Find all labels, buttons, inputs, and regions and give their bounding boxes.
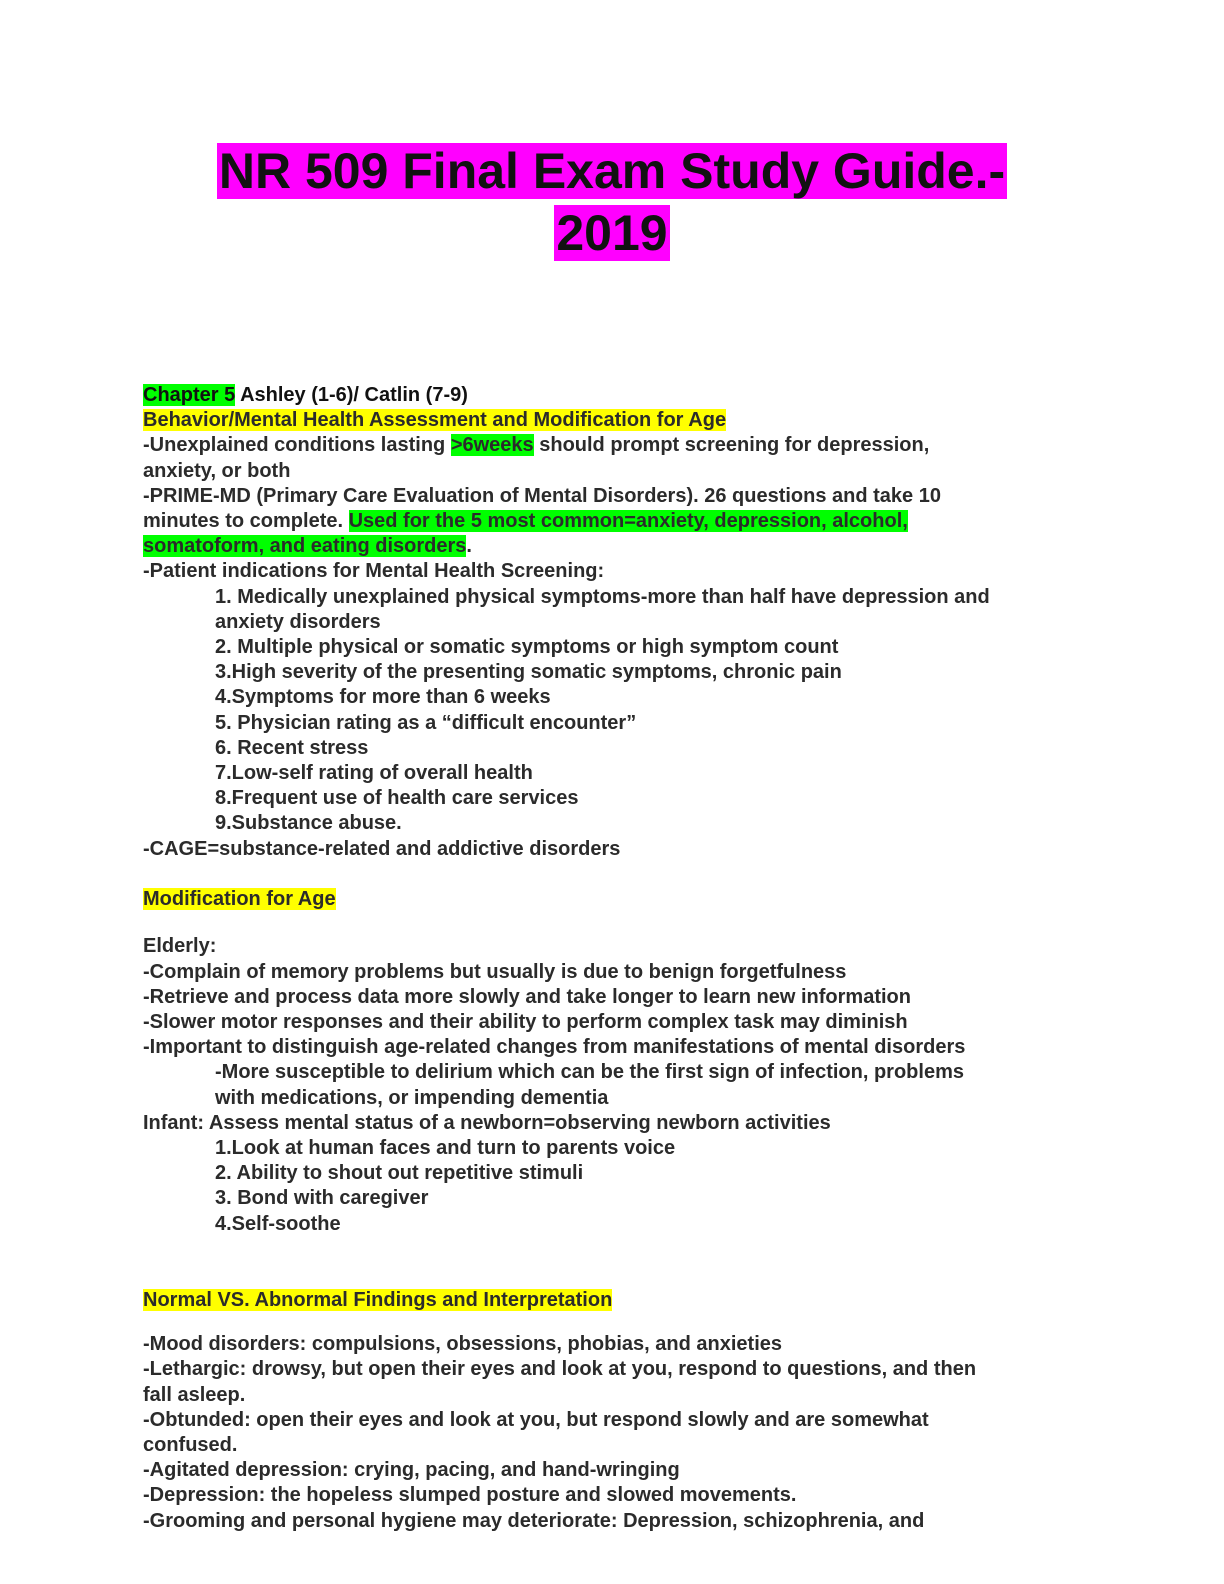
list-item: 3. Bond with caregiver [215,1187,429,1210]
highlight-common-disorders-cont: somatoform, and eating disorders [143,535,467,558]
list-item: anxiety disorders [215,610,381,633]
list-item: -Important to distinguish age-related changes from manifestations of mental disorders [143,1036,966,1059]
list-item: -Obtunded: open their eyes and look at you, but respond slowly and are somewhat [143,1408,929,1431]
prime-md-line-3 [143,534,1143,559]
list-item: -Grooming and personal hygiene may deteriorate: Depression, schizophrenia, and [143,1509,925,1532]
list-item: -Complain of memory problems but usually is due to benign forgetfulness [143,960,847,983]
elderly-heading: Elderly: [143,935,217,958]
text-span: should prompt screening for depression, [533,434,930,457]
list-item: 6. Recent stress [215,736,369,759]
highlight-6weeks: >6weeks [450,434,534,457]
list-item: 2. Multiple physical or somatic symptoms or high symptom count [215,636,839,659]
chapter-authors: Ashley (1-6)/ Catlin (7-9) [235,384,468,406]
list-item: 7.Low-self rating of overall health [215,762,533,785]
spacer [143,862,1143,887]
highlight-common-disorders: Used for the 5 most common=anxiety, depression, alcohol, [348,510,908,533]
prime-md-line-2 [143,509,1143,534]
list-item: 1. Medically unexplained physical symptoms-more than half have depression and [215,585,990,608]
infant-heading: Infant: Assess mental status of a newborn=observing newborn activities [143,1111,831,1134]
section-heading-findings: Normal VS. Abnormal Findings and Interpretation [143,1289,613,1312]
list-item: 4.Symptoms for more than 6 weeks [215,686,551,709]
list-item: -More susceptible to delirium which can be the first sign of infection, problems [215,1061,964,1084]
title-line-1: NR 509 Final Exam Study Guide.- [218,143,1006,199]
list-item: 4.Self-soothe [215,1212,341,1235]
list-item: -Slower motor responses and their ability to perform complex task may diminish [143,1011,908,1034]
title-line-2: 2019 [556,205,668,261]
section-heading-behavior: Behavior/Mental Health Assessment and Modification for Age [143,409,727,432]
spacer [143,1313,1143,1332]
list-item: -Mood disorders: compulsions, obsessions, phobias, and anxieties [143,1333,783,1356]
cage-line: -CAGE=substance-related and addictive disorders [143,837,621,860]
list-item: 9.Substance abuse. [215,812,402,835]
list-item: -Lethargic: drowsy, but open their eyes and look at you, respond to questions, and then [143,1358,977,1381]
list-item: 5. Physician rating as a “difficult encounter” [215,711,637,734]
list-item: fall asleep. [143,1383,246,1406]
list-item: 1.Look at human faces and turn to parents voice [215,1137,676,1160]
section-heading-modification: Modification for Age [143,888,336,911]
list-item: -Depression: the hopeless slumped posture and slowed movements. [143,1484,797,1507]
list-item: -Retrieve and process data more slowly and take longer to learn new information [143,985,911,1008]
unexplained-line [143,433,1143,458]
prime-md-line-1: -PRIME-MD (Primary Care Evaluation of Mental Disorders). 26 questions and take 10 [143,484,941,507]
text-span: minutes to complete. [143,510,349,533]
unexplained-cont: anxiety, or both [143,459,291,482]
list-item: confused. [143,1434,238,1457]
chapter-label: Chapter 5 [143,384,236,406]
list-item: 3.High severity of the presenting somatic symptoms, chronic pain [215,661,842,684]
list-item: 2. Ability to shout out repetitive stimuli [215,1162,584,1185]
document-body [143,383,1143,1534]
list-item: 8.Frequent use of health care services [215,787,579,810]
indications-heading: -Patient indications for Mental Health Screening: [143,560,605,583]
text-span: . [466,535,472,558]
list-item: with medications, or impending dementia [215,1086,609,1109]
chapter-line [143,383,1143,408]
spacer [143,1262,1143,1288]
text-span: -Unexplained conditions lasting [143,434,451,457]
spacer [143,1237,1143,1262]
list-item: -Agitated depression: crying, pacing, and hand-wringing [143,1459,680,1482]
document-title [0,140,1224,264]
